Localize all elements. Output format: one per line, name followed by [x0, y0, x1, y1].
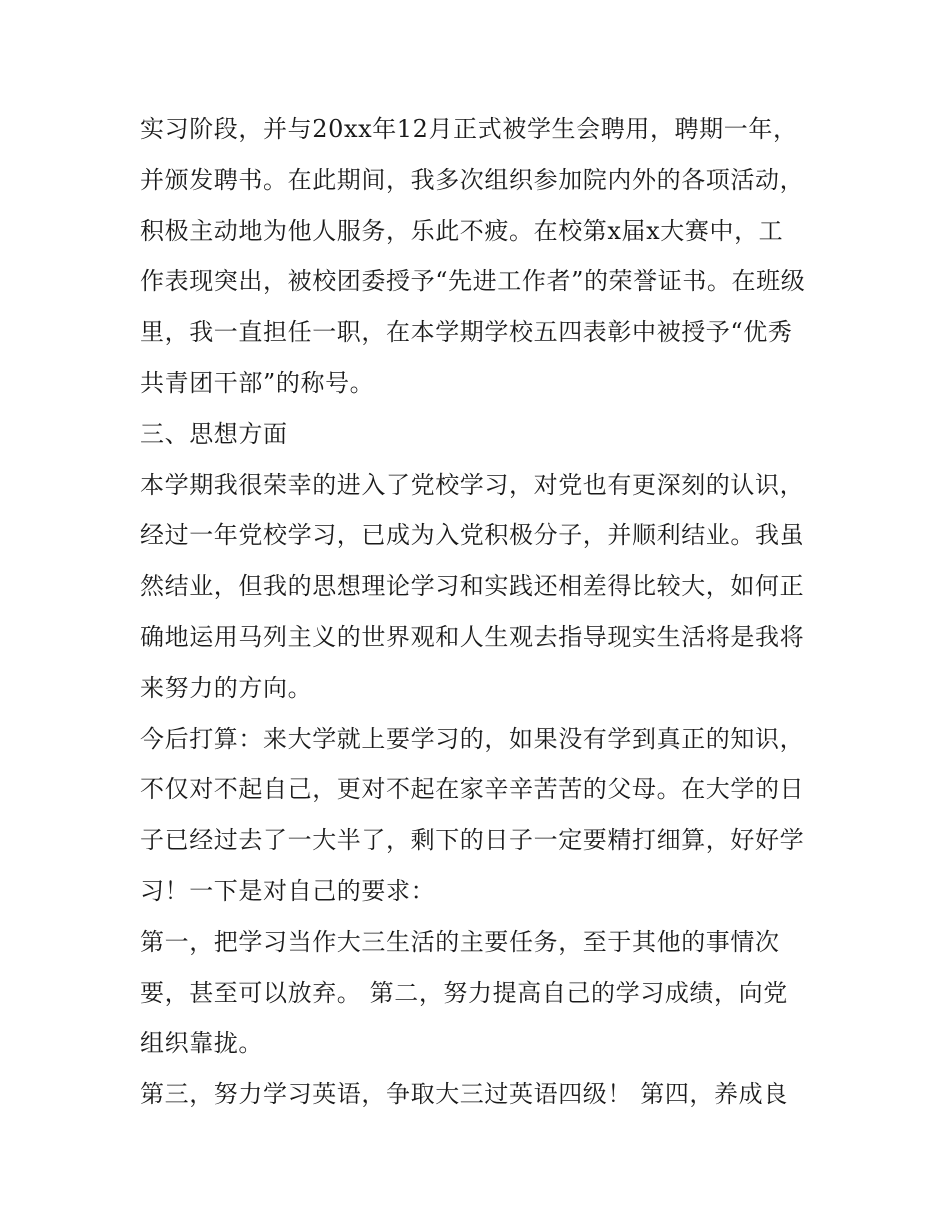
text-line: 并颁发聘书。在此期间，我多次组织参加院内外的各项活动，	[140, 165, 805, 194]
text-line: 作表现突出，被校团委授予“先进工作者”的荣誉证书。在班级	[140, 267, 806, 296]
text-line: 然结业，但我的思想理论学习和实践还相差得比较大，如何正	[140, 572, 805, 601]
text-line: 不仅对不起自己，更对不起在家辛辛苦苦的父母。在大学的日	[140, 775, 805, 804]
text-line: 经过一年党校学习，已成为入党积极分子，并顺利结业。我虽	[140, 521, 805, 550]
text-line: 共青团干部”的称号。	[140, 368, 375, 397]
text-line: 习！一下是对自己的要求：	[140, 876, 436, 905]
text-line: 本学期我很荣幸的进入了党校学习，对党也有更深刻的认识，	[140, 470, 805, 499]
text-line: 里，我一直担任一职，在本学期学校五四表彰中被授予“优秀	[140, 318, 793, 347]
text-line: 第一，把学习当作大三生活的主要任务，至于其他的事情次	[140, 927, 780, 956]
text-line: 第三，努力学习英语，争取大三过英语四级！ 第四，养成良	[140, 1080, 788, 1109]
text-line: 要，甚至可以放弃。 第二，努力提高自己的学习成绩，向党	[140, 978, 788, 1007]
text-line: 确地运用马列主义的世界观和人生观去指导现实生活将是我将	[140, 622, 805, 651]
text-line: 来努力的方向。	[140, 673, 313, 702]
text-line: 今后打算：来大学就上要学习的，如果没有学到真正的知识，	[140, 724, 805, 753]
section-heading: 三、思想方面	[140, 419, 288, 448]
text-line: 组织靠拢。	[140, 1029, 263, 1058]
text-line: 实习阶段，并与20xx年12月正式被学生会聘用，聘期一年，	[140, 115, 798, 143]
document-body	[140, 104, 820, 1120]
text-line: 积极主动地为他人服务，乐此不疲。在校第x届x大赛中，工	[140, 216, 784, 245]
text-line: 子已经过去了一大半了，剩下的日子一定要精打细算，好好学	[140, 826, 805, 855]
